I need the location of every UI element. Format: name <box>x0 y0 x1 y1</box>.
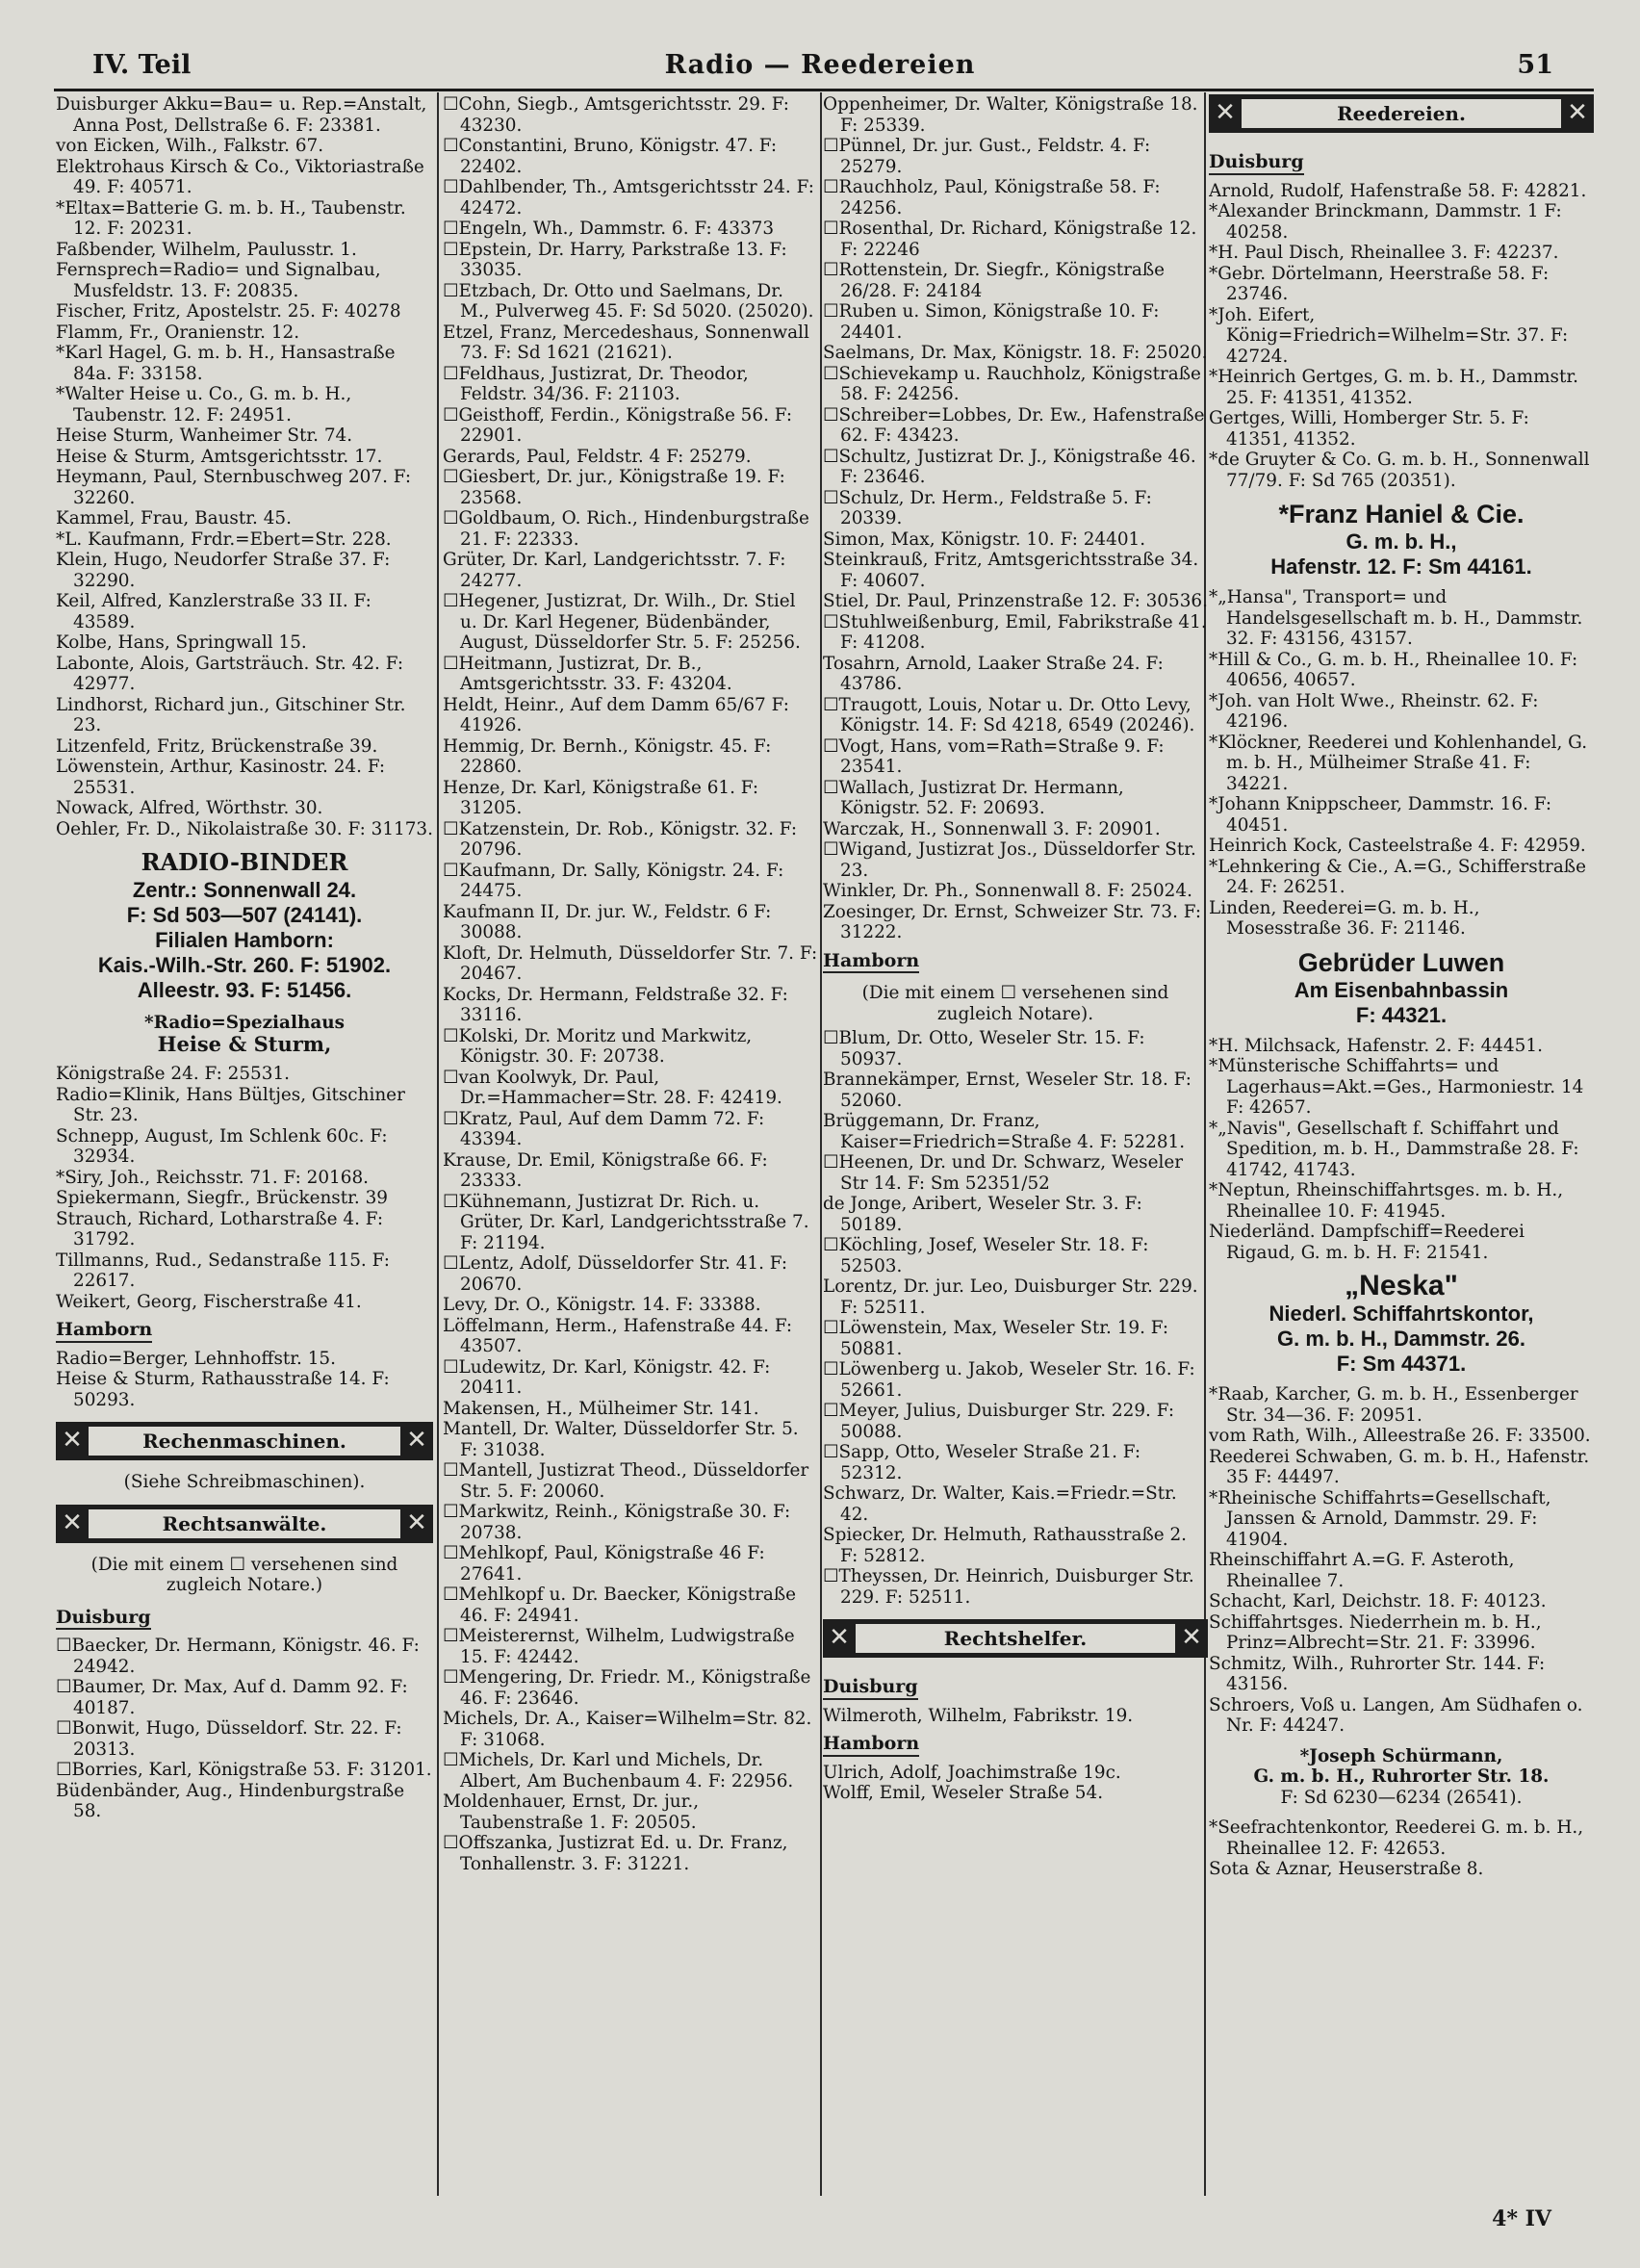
directory-entry: Schroers, Voß u. Langen, Am Südhafen o. Nr. F: 44247. <box>1209 1694 1583 1736</box>
directory-entry: ☐Mengering, Dr. Friedr. M., Königstraße 46. F: 23646. <box>443 1667 811 1709</box>
ad-line: Heise & Sturm, <box>157 1031 332 1056</box>
entry-list <box>1209 181 1594 492</box>
section-title: Rechtsanwälte. <box>89 1509 400 1538</box>
directory-entry: *H. Milchsack, Hafenstr. 2. F: 44451. <box>1209 1035 1543 1056</box>
section-title: Reedereien. <box>1242 99 1561 128</box>
directory-entry: Simon, Max, Königstr. 10. F: 24401. <box>823 528 1146 550</box>
directory-entry: Kaufmann II, Dr. jur. W., Feldstr. 6 F: 30088. <box>443 901 772 942</box>
directory-entry: ☐Mehlkopf u. Dr. Baecker, Königstraße 46. F: 24941. <box>443 1585 797 1626</box>
directory-entry: *Rheinische Schiffahrts=Gesellschaft, Janssen & Arnold, Dammstr. 29. F: 41904. <box>1209 1487 1551 1550</box>
directory-entry: ☐Epstein, Dr. Harry, Parkstraße 13. F: 33035. <box>443 239 787 280</box>
directory-entry: Brüggemann, Dr. Franz, Kaiser=Friedrich=Straße 4. F: 52281. <box>823 1111 1186 1152</box>
directory-entry: ☐Löwenberg u. Jakob, Weseler Str. 16. F: 52661. <box>823 1359 1195 1401</box>
section-banner <box>56 1422 433 1460</box>
notar-note: (Die mit einem ☐ versehenen sind zugleich Notare). <box>861 983 1169 1024</box>
directory-entry: Etzel, Franz, Mercedeshaus, Sonnenwall 73. F: Sd 1621 (21621). <box>443 322 809 363</box>
directory-entry: ☐Kratz, Paul, Auf dem Damm 72. F: 43394. <box>443 1108 765 1149</box>
town-heading-hamborn: Hamborn <box>56 1320 152 1343</box>
directory-entry: Radio=Berger, Lehnhoffstr. 15. <box>56 1348 336 1369</box>
directory-entry: Fernsprech=Radio= und Signalbau, Musfeldstr. 13. F: 20835. <box>56 260 381 301</box>
ad-line: Filialen Hamborn: <box>155 928 334 952</box>
directory-entry: Kammel, Frau, Baustr. 45. <box>56 508 292 528</box>
directory-entry: ☐Schulz, Dr. Herm., Feldstraße 5. F: 20339. <box>823 487 1152 528</box>
directory-entry: Elektrohaus Kirsch & Co., Viktoriastraße 49. F: 40571. <box>56 156 424 197</box>
entry-list <box>1209 587 1594 940</box>
directory-entry: Heise Sturm, Wanheimer Str. 74. <box>56 425 353 446</box>
directory-entry: Faßbender, Wilhelm, Paulusstr. 1. <box>56 239 357 260</box>
directory-entry: ☐Baumer, Dr. Max, Auf d. Damm 92. F: 40187. <box>56 1677 408 1718</box>
page-title: Radio — Reedereien <box>664 50 976 80</box>
town-heading-hamborn: Hamborn <box>823 1734 919 1757</box>
directory-entry: ☐Katzenstein, Dr. Rob., Königstr. 32. F: 20796. <box>443 818 798 860</box>
column-1 <box>56 94 433 2212</box>
directory-entry: ☐Feldhaus, Justizrat, Dr. Theodor, Feldstr. 34/36. F: 21103. <box>443 363 749 404</box>
ad-line: Gebrüder Luwen <box>1297 947 1505 977</box>
directory-entry: Schacht, Karl, Deichstr. 18. F: 40123. <box>1209 1591 1547 1611</box>
directory-entry: Levy, Dr. O., Königstr. 14. F: 33388. <box>443 1295 761 1315</box>
directory-entry: Lindhorst, Richard jun., Gitschiner Str. 23. <box>56 694 406 735</box>
directory-entry: Gertges, Willi, Homberger Str. 5. F: 41351, 41352. <box>1209 408 1529 450</box>
directory-entry: Nowack, Alfred, Wörthstr. 30. <box>56 798 323 818</box>
directory-entry: Rheinschiffahrt A.=G. F. Asteroth, Rheinallee 7. <box>1209 1550 1515 1591</box>
directory-entry: ☐Cohn, Siegb., Amtsgerichtsstr. 29. F: 43230. <box>443 94 789 136</box>
directory-entry: Oppenheimer, Dr. Walter, Königstraße 18. F: 25339. <box>823 94 1198 136</box>
entry-list <box>823 1028 1208 1608</box>
section-title: Rechenmaschinen. <box>89 1427 400 1456</box>
ad-franz-haniel <box>1209 499 1594 580</box>
ad-line: F: Sm 44371. <box>1336 1352 1467 1376</box>
directory-entry: ☐Goldbaum, O. Rich., Hindenburgstraße 21. F: 22333. <box>443 508 809 550</box>
ad-neska <box>1209 1271 1594 1377</box>
directory-entry: ☐Borries, Karl, Königstraße 53. F: 31201. <box>56 1760 432 1780</box>
directory-entry: Kolbe, Hans, Springwall 15. <box>56 632 307 653</box>
directory-entry: ☐Schultz, Justizrat Dr. J., Königstraße 46. F: 23646. <box>823 446 1196 487</box>
column-3 <box>823 94 1208 2212</box>
directory-entry: Heinrich Kock, Casteelstraße 4. F: 42959. <box>1209 836 1586 856</box>
ad-line: Hafenstr. 12. F: Sm 44161. <box>1270 554 1532 579</box>
ornament-icon: ✕ <box>406 1508 427 1537</box>
ornament-icon: ✕ <box>406 1426 427 1456</box>
directory-entry: Tosahrn, Arnold, Laaker Straße 24. F: 43786. <box>823 653 1164 694</box>
section-title: Rechtshelfer. <box>856 1624 1175 1653</box>
ad-line: *Joseph Schürmann, <box>1299 1745 1503 1766</box>
ad-line: G. m. b. H., <box>1345 529 1457 554</box>
ad-line: Kais.-Wilh.-Str. 260. F: 51902. <box>97 953 392 977</box>
town-heading-duisburg: Duisburg <box>1209 152 1304 175</box>
directory-entry: Klein, Hugo, Neudorfer Straße 37. F: 32290. <box>56 550 391 591</box>
entry-list <box>56 94 433 839</box>
directory-entry: ☐Theyssen, Dr. Heinrich, Duisburger Str. 229. F: 52511. <box>823 1566 1194 1608</box>
notar-note: (Die mit einem ☐ versehenen sind zugleich Notare.) <box>90 1554 398 1595</box>
directory-entry: ☐Etzbach, Dr. Otto und Saelmans, Dr. M., Pulverweg 45. F: Sd 5020. (25020). <box>443 280 814 322</box>
page-number: 51 <box>1517 50 1553 80</box>
ad-line: F: Sd 503—507 (24141). <box>126 903 363 927</box>
ad-line: Alleestr. 93. F: 51456. <box>137 978 352 1002</box>
directory-entry: Kocks, Dr. Hermann, Feldstraße 32. F: 33116. <box>443 984 788 1025</box>
directory-entry: ☐Sapp, Otto, Weseler Straße 21. F: 52312. <box>823 1442 1141 1483</box>
ad-line: F: Sd 6230—6234 (26541). <box>1280 1787 1523 1808</box>
directory-entry: Arnold, Rudolf, Hafenstraße 58. F: 42821. <box>1209 180 1587 201</box>
directory-entry: ☐Mehlkopf, Paul, Königstraße 46 F: 27641. <box>443 1543 765 1585</box>
ornament-icon: ✕ <box>829 1623 850 1653</box>
ornament-icon: ✕ <box>62 1508 83 1537</box>
ad-line: Zentr.: Sonnenwall 24. <box>132 878 357 902</box>
directory-entry: Wilmeroth, Wilhelm, Fabrikstr. 19. <box>823 1705 1134 1726</box>
directory-entry: *Hill & Co., G. m. b. H., Rheinallee 10. F: 40656, 40657. <box>1209 649 1578 690</box>
directory-entry: ☐Bonwit, Hugo, Düsseldorf. Str. 22. F: 20313. <box>56 1718 402 1760</box>
directory-entry: ☐Stuhlweißenburg, Emil, Fabrikstraße 41. F: 41208. <box>823 611 1207 653</box>
directory-entry: Weikert, Georg, Fischerstraße 41. <box>56 1291 362 1312</box>
directory-entry: *„Navis", Gesellschaft f. Schiffahrt und Spedition, m. b. H., Dammstraße 28. F: 41742, 41743. <box>1209 1118 1579 1180</box>
directory-entry: *Karl Hagel, G. m. b. H., Hansastraße 84a. F: 33158. <box>56 343 396 384</box>
entry-list <box>1209 1384 1594 1737</box>
ad-line: RADIO-BINDER <box>141 848 348 876</box>
directory-entry: ☐Ludewitz, Dr. Karl, Königstr. 42. F: 20411. <box>443 1356 771 1398</box>
directory-entry: ☐Lentz, Adolf, Düsseldorfer Str. 41. F: 20670. <box>443 1253 788 1295</box>
part-label: IV. Teil <box>92 50 192 80</box>
directory-entry: ☐Kühnemann, Justizrat Dr. Rich. u. Grüter, Dr. Karl, Landgerichtsstraße 7. F: 21194. <box>443 1191 809 1253</box>
directory-entry: ☐Engeln, Wh., Dammstr. 6. F: 43373 <box>443 219 775 239</box>
directory-entry: Löffelmann, Herm., Hafenstraße 44. F: 43507. <box>443 1315 793 1356</box>
directory-entry: ☐Heenen, Dr. und Dr. Schwarz, Weseler Str 14. F: Sm 52351/52 <box>823 1152 1184 1194</box>
directory-entry: Labonte, Alois, Gartsträuch. Str. 42. F: 42977. <box>56 653 404 694</box>
ad-line: *Franz Haniel & Cie. <box>1278 500 1525 528</box>
section-banner <box>1209 94 1594 133</box>
section-banner <box>56 1505 433 1543</box>
directory-entry: Heise & Sturm, Rathausstraße 14. F: 50293. <box>56 1369 390 1410</box>
directory-entry: ☐Wigand, Justizrat Jos., Düsseldorfer Str. 23. <box>823 839 1196 881</box>
directory-entry: ☐Constantini, Bruno, Königstr. 47. F: 22402. <box>443 136 778 177</box>
directory-entry: ☐Dahlbender, Th., Amtsgerichtsstr 24. F: 42472. <box>443 177 814 219</box>
ad-line: G. m. b. H., Ruhrorter Str. 18. <box>1253 1766 1550 1787</box>
directory-entry: ☐Rosenthal, Dr. Richard, Königstraße 12. F: 22246 <box>823 219 1197 260</box>
directory-entry: vom Rath, Wilh., Alleestraße 26. F: 33500. <box>1209 1426 1591 1446</box>
directory-entry: Spiekermann, Siegfr., Brückenstr. 39 <box>56 1188 389 1208</box>
ad-joseph-schuermann <box>1209 1746 1594 1809</box>
directory-entry: Reederei Schwaben, G. m. b. H., Hafenstr. 35 F: 44497. <box>1209 1446 1590 1487</box>
entry-list <box>1209 1817 1594 1880</box>
footer-mark: 4* IV <box>1492 2206 1551 2231</box>
directory-entry: ☐Traugott, Louis, Notar u. Dr. Otto Levy, Königstr. 14. F: Sd 4218, 6549 (20246). <box>823 694 1195 735</box>
column-2 <box>443 94 818 2212</box>
ornament-icon: ✕ <box>62 1426 83 1456</box>
directory-entry: Sota & Aznar, Heuserstraße 8. <box>1209 1859 1484 1879</box>
directory-entry: Fischer, Fritz, Apostelstr. 25. F: 40278 <box>56 301 401 322</box>
directory-entry: ☐Mantell, Justizrat Theod., Düsseldorfer Str. 5. F: 20060. <box>443 1460 809 1502</box>
ornament-icon: ✕ <box>1567 98 1588 128</box>
directory-entry: Steinkrauß, Fritz, Amtsgerichtsstraße 34. F: 40607. <box>823 550 1199 591</box>
directory-entry: *Walter Heise u. Co., G. m. b. H., Taubenstr. 12. F: 24951. <box>56 384 352 425</box>
directory-entry: ☐Kaufmann, Dr. Sally, Königstr. 24. F: 24475. <box>443 860 784 901</box>
directory-entry: Linden, Reederei=G. m. b. H., Mosesstraße 36. F: 21146. <box>1209 897 1480 939</box>
directory-entry: Saelmans, Dr. Max, Königstr. 18. F: 25020. <box>823 343 1208 363</box>
ad-line: Am Eisenbahnbassin <box>1294 977 1509 1002</box>
town-heading-hamborn: Hamborn <box>823 951 919 974</box>
directory-entry: *Johann Knippscheer, Dammstr. 16. F: 40451. <box>1209 794 1552 836</box>
directory-entry: Duisburger Akku=Bau= u. Rep.=Anstalt, Anna Post, Dellstraße 6. F: 23381. <box>56 94 427 136</box>
entry-list <box>1209 1036 1594 1264</box>
directory-entry: ☐Giesbert, Dr. jur., Königstraße 19. F: 23568. <box>443 467 785 508</box>
directory-entry: Heise & Sturm, Amtsgerichtsstr. 17. <box>56 446 383 467</box>
directory-entry: Krause, Dr. Emil, Königstraße 66. F: 23333. <box>443 1149 768 1191</box>
directory-entry: *Siry, Joh., Reichsstr. 71. F: 20168. <box>56 1167 370 1188</box>
directory-entry: Mantell, Dr. Walter, Düsseldorfer Str. 5. F: 31038. <box>443 1419 799 1460</box>
directory-entry: ☐Wallach, Justizrat Dr. Hermann, Königstr. 52. F: 20693. <box>823 777 1124 818</box>
directory-entry: ☐Meisterernst, Wilhelm, Ludwigstraße 15. F: 42442. <box>443 1626 795 1667</box>
directory-entry: Litzenfeld, Fritz, Brückenstraße 39. <box>56 735 378 757</box>
entry-list <box>443 94 818 1874</box>
directory-entry: *H. Paul Disch, Rheinallee 3. F: 42237. <box>1209 243 1559 263</box>
column-divider <box>437 92 439 2196</box>
directory-entry: Wolff, Emil, Weseler Straße 54. <box>823 1783 1104 1803</box>
column-4 <box>1209 94 1594 2212</box>
directory-entry: *Joh. Eifert, König=Friedrich=Wilhelm=Str. 37. F: 42724. <box>1209 304 1569 367</box>
directory-entry: ☐Löwenstein, Max, Weseler Str. 19. F: 50881. <box>823 1318 1169 1359</box>
directory-entry: Löwenstein, Arthur, Kasinostr. 24. F: 25531. <box>56 757 386 798</box>
directory-entry: Henze, Dr. Karl, Königstraße 61. F: 31205. <box>443 777 759 818</box>
directory-entry: Ulrich, Adolf, Joachimstraße 19c. <box>823 1762 1121 1783</box>
directory-entry: Heldt, Heinr., Auf dem Damm 65/67 F: 41926. <box>443 694 789 735</box>
directory-entry: *Joh. van Holt Wwe., Rheinstr. 62. F: 42196. <box>1209 690 1539 732</box>
ad-line: G. m. b. H., Dammstr. 26. <box>1277 1327 1525 1351</box>
directory-entry: ☐Geisthoff, Ferdin., Königstraße 56. F: 22901. <box>443 404 793 446</box>
directory-entry: Gerards, Paul, Feldstr. 4 F: 25279. <box>443 446 752 467</box>
ornament-icon: ✕ <box>1215 98 1236 128</box>
directory-entry: Brannekämper, Ernst, Weseler Str. 18. F: 52060. <box>823 1070 1192 1111</box>
directory-entry: Schiffahrtsges. Niederrhein m. b. H., Prinz=Albrecht=Str. 21. F: 33996. <box>1209 1611 1542 1653</box>
directory-entry: ☐Markwitz, Reinh., Königstraße 30. F: 20738. <box>443 1502 791 1543</box>
directory-entry: Hemmig, Dr. Bernh., Königstr. 45. F: 22860. <box>443 735 772 777</box>
directory-entry: ☐Köchling, Josef, Weseler Str. 18. F: 52503. <box>823 1235 1149 1276</box>
directory-entry: ☐Kolski, Dr. Moritz und Markwitz, Königstr. 30. F: 20738. <box>443 1025 753 1067</box>
directory-entry: Flamm, Fr., Oranienstr. 12. <box>56 322 300 343</box>
ad-line: *Radio=Spezialhaus <box>144 1013 345 1033</box>
directory-entry: Strauch, Richard, Lotharstraße 4. F: 31792. <box>56 1208 384 1250</box>
directory-entry: *Raab, Karcher, G. m. b. H., Essenberger Str. 34—36. F: 20951. <box>1209 1384 1578 1426</box>
directory-entry: Heymann, Paul, Sternbuschweg 207. F: 32260. <box>56 467 412 508</box>
directory-entry: Makensen, H., Mülheimer Str. 141. <box>443 1398 759 1419</box>
directory-entry: Keil, Alfred, Kanzlerstraße 33 II. F: 43589. <box>56 591 372 632</box>
directory-entry: de Jonge, Aribert, Weseler Str. 3. F: 50189. <box>823 1194 1142 1235</box>
directory-entry: ☐Rauchholz, Paul, Königstraße 58. F: 24256. <box>823 177 1161 219</box>
directory-entry: Radio=Klinik, Hans Bültjes, Gitschiner Str. 23. <box>56 1084 405 1125</box>
directory-entry: Schmitz, Wilh., Ruhrorter Str. 144. F: 43156. <box>1209 1653 1546 1694</box>
directory-entry: Tillmanns, Rud., Sedanstraße 115. F: 22617. <box>56 1250 390 1291</box>
directory-entry: *Klöckner, Reederei und Kohlenhandel, G. m. b. H., Mülheimer Straße 41. F: 34221. <box>1209 732 1588 794</box>
ornament-icon: ✕ <box>1181 1623 1202 1653</box>
directory-entry: Schnepp, August, Im Schlenk 60c. F: 32934. <box>56 1125 388 1167</box>
directory-entry: ☐Baecker, Dr. Hermann, Königstr. 46. F: 24942. <box>56 1636 420 1677</box>
directory-entry: Lorentz, Dr. jur. Leo, Duisburger Str. 229. F: 52511. <box>823 1276 1198 1318</box>
directory-entry: *„Hansa", Transport= und Handelsgesellschaft m. b. H., Dammstr. 32. F: 43156, 43157. <box>1209 587 1583 649</box>
ad-line: Niederl. Schiffahrtskontor, <box>1268 1302 1534 1326</box>
directory-entry: ☐Meyer, Julius, Duisburger Str. 229. F: 50088. <box>823 1401 1175 1442</box>
directory-entry: Moldenhauer, Ernst, Dr. jur., Taubenstraße 1. F: 20505. <box>443 1791 700 1833</box>
directory-entry: Schwarz, Dr. Walter, Kais.=Friedr.=Str. 42. <box>823 1483 1177 1525</box>
directory-entry: von Eicken, Wilh., Falkstr. 67. <box>56 136 324 156</box>
directory-entry: *Eltax=Batterie G. m. b. H., Taubenstr. 12. F: 20231. <box>56 197 406 239</box>
entry-list <box>823 94 1208 943</box>
directory-entry: ☐Pünnel, Dr. jur. Gust., Feldstr. 4. F: 25279. <box>823 136 1151 177</box>
directory-entry: Stiel, Dr. Paul, Prinzenstraße 12. F: 30536. <box>823 591 1208 611</box>
entry-list <box>823 1706 1208 1727</box>
town-heading-duisburg: Duisburg <box>56 1608 151 1631</box>
town-heading-duisburg: Duisburg <box>823 1677 918 1700</box>
directory-entry: ☐Vogt, Hans, vom=Rath=Straße 9. F: 23541. <box>823 735 1165 777</box>
directory-entry: Königstraße 24. F: 25531. <box>56 1064 291 1084</box>
directory-entry: *Seefrachtenkontor, Reederei G. m. b. H., Rheinallee 12. F: 42653. <box>1209 1817 1584 1859</box>
entry-list <box>56 1064 433 1312</box>
cross-reference: (Siehe Schreibmaschinen). <box>123 1472 366 1492</box>
directory-entry: Büdenbänder, Aug., Hindenburgstraße 58. <box>56 1780 405 1821</box>
ad-line: F: 44321. <box>1355 1002 1448 1027</box>
directory-entry: Spiecker, Dr. Helmuth, Rathausstraße 2. F: 52812. <box>823 1525 1188 1566</box>
directory-entry: *Heinrich Gertges, G. m. b. H., Dammstr. 25. F: 41351, 41352. <box>1209 367 1578 408</box>
ad-gebrueder-luwen <box>1209 947 1594 1028</box>
ad-line: „Neska" <box>1345 1270 1458 1302</box>
directory-entry: *Alexander Brinckmann, Dammstr. 1 F: 40258. <box>1209 201 1562 243</box>
directory-entry: *de Gruyter & Co. G. m. b. H., Sonnenwall 77/79. F: Sd 765 (20351). <box>1209 450 1590 491</box>
directory-entry: Oehler, Fr. D., Nikolaistraße 30. F: 31173. <box>56 818 433 839</box>
directory-entry: *L. Kaufmann, Frdr.=Ebert=Str. 228. <box>56 528 392 550</box>
directory-entry: Michels, Dr. A., Kaiser=Wilhelm=Str. 82. F: 31068. <box>443 1709 812 1750</box>
directory-entry: ☐Schreiber=Lobbes, Dr. Ew., Hafenstraße 62. F: 43423. <box>823 404 1205 446</box>
directory-entry: Niederländ. Dampfschiff=Reederei Rigaud, G. m. b. H. F: 21541. <box>1209 1222 1525 1263</box>
directory-entry: *Münsterische Schiffahrts= und Lagerhaus=Akt.=Ges., Harmoniestr. 14 F: 42657. <box>1209 1056 1584 1118</box>
directory-entry: ☐Ruben u. Simon, Königstraße 10. F: 24401. <box>823 301 1160 343</box>
directory-entry: Zoesinger, Dr. Ernst, Schweizer Str. 73. F: 31222. <box>823 901 1202 942</box>
directory-entry: ☐Offszanka, Justizrat Ed. u. Dr. Franz, Tonhallenstr. 3. F: 31221. <box>443 1833 788 1874</box>
ad-heise-sturm <box>56 1013 433 1054</box>
directory-entry: *Gebr. Dörtelmann, Heerstraße 58. F: 23746. <box>1209 263 1550 304</box>
directory-entry: *Neptun, Rheinschiffahrtsges. m. b. H., Rheinallee 10. F: 41945. <box>1209 1180 1564 1222</box>
directory-entry: *Lehnkering & Cie., A.=G., Schifferstraße 24. F: 26251. <box>1209 856 1586 897</box>
directory-entry: Winkler, Dr. Ph., Sonnenwall 8. F: 25024. <box>823 881 1192 901</box>
entry-list <box>56 1636 433 1822</box>
directory-entry: Warczak, H., Sonnenwall 3. F: 20901. <box>823 818 1161 839</box>
entry-list <box>56 1349 433 1411</box>
directory-entry: ☐Schievekamp u. Rauchholz, Königstraße 58. F: 24256. <box>823 363 1201 404</box>
directory-entry: Kloft, Dr. Helmuth, Düsseldorfer Str. 7. F: 20467. <box>443 942 818 984</box>
directory-entry: ☐Heitmann, Justizrat, Dr. B., Amtsgerichtsstr. 33. F: 43204. <box>443 653 732 694</box>
directory-entry: ☐Michels, Dr. Karl und Michels, Dr. Albert, Am Buchenbaum 4. F: 22956. <box>443 1750 794 1791</box>
directory-entry: ☐van Koolwyk, Dr. Paul, Dr.=Hammacher=Str. 28. F: 42419. <box>443 1067 782 1108</box>
section-banner <box>823 1619 1208 1658</box>
directory-entry: ☐Blum, Dr. Otto, Weseler Str. 15. F: 50937. <box>823 1028 1145 1070</box>
directory-entry: ☐Rottenstein, Dr. Siegfr., Königstraße 26/28. F: 24184 <box>823 260 1166 301</box>
entry-list <box>823 1763 1208 1804</box>
column-divider <box>820 92 822 2196</box>
directory-entry: ☐Hegener, Justizrat, Dr. Wilh., Dr. Stiel u. Dr. Karl Hegener, Büdenbänder, August, Düsseldorfer Str. 5. F: 25256. <box>443 591 801 653</box>
ad-radio-binder <box>56 847 433 1003</box>
header-rule <box>54 89 1594 91</box>
directory-entry: Grüter, Dr. Karl, Landgerichtsstr. 7. F: 24277. <box>443 550 786 591</box>
